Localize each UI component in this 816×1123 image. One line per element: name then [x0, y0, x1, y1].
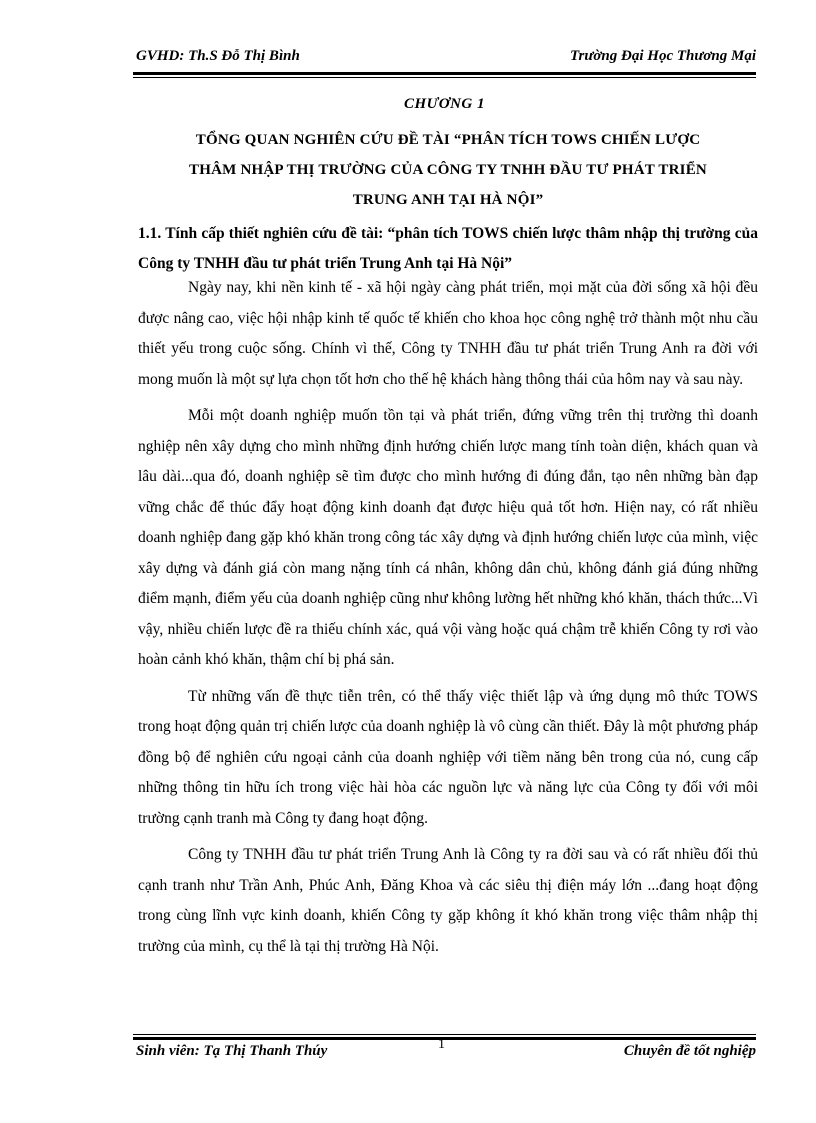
chapter-title-line-1: TỔNG QUAN NGHIÊN CỨU ĐỀ TÀI “PHÂN TÍCH TOWS CHIẾN LƯỢC — [195, 132, 701, 148]
page-number: 1 — [438, 1037, 445, 1052]
chapter-title-line-2: THÂM NHẬP THỊ TRƯỜNG CỦA CÔNG TY TNHH ĐẦU TƯ PHÁT TRIỂN — [189, 162, 707, 178]
chapter-title — [138, 125, 758, 215]
footer-document-type: Chuyên đề tốt nghiệp — [623, 1043, 756, 1059]
page-footer — [133, 1037, 756, 1065]
chapter-label: CHƯƠNG 1 — [403, 96, 486, 112]
paragraph-3: Từ những vấn đề thực tiễn trên, có thể thấy việc thiết lập và ứng dụng mô thức TOWS trong hoạt động quản trị chiến lược của doanh nghiệp là vô cùng cần thiết. Đây là một phương pháp đồng bộ để nghiên cứu ngoại cảnh của doanh nghiệp với tiềm năng bên trong của nó, cung cấp những thông tin hữu ích trong việc hài hòa các nguồn lực và năng lực của Công ty đối với môi trường cạnh tranh mà Công ty đang hoạt động. — [138, 687, 758, 827]
body-text — [138, 273, 758, 968]
footer-student: Sinh viên: Tạ Thị Thanh Thúy — [136, 1043, 328, 1059]
header-divider — [133, 72, 756, 78]
paragraph-4: Công ty TNHH đầu tư phát triển Trung Anh là Công ty ra đời sau và có rất nhiều đối thủ cạnh tranh như Trần Anh, Phúc Anh, Đăng Khoa và các siêu thị điện máy lớn ...đang hoạt động trong cùng lĩnh vực kinh doanh, khiến Công ty gặp không ít khó khăn trong việc thâm nhập thị trường của mình, cụ thể là tại thị trường Hà Nội. — [138, 846, 758, 955]
section-heading: 1.1. Tính cấp thiết nghiên cứu đề tài: “phân tích TOWS chiến lược thâm nhập thị trường của Công ty TNHH đầu tư phát triển Trung Anh tại Hà Nội” — [138, 225, 758, 272]
header-university: Trường Đại Học Thương Mại — [569, 48, 756, 64]
chapter-title-line-3: TRUNG ANH TẠI HÀ NỘI” — [352, 192, 544, 208]
paragraph-1: Ngày nay, khi nền kinh tế - xã hội ngày càng phát triển, mọi mặt của đời sống xã hội đều được nâng cao, việc hội nhập kinh tế quốc tế khiến cho khoa học công nghệ trở thành một nhu cầu thiết yếu trong cuộc sống. Chính vì thế, Công ty TNHH đầu tư phát triển Trung Anh ra đời với mong muốn là một sự lựa chọn tốt hơn cho thế hệ khách hàng thông thái của hôm nay và sau này. — [138, 279, 758, 388]
page-header — [133, 48, 756, 70]
paragraph-2: Mỗi một doanh nghiệp muốn tồn tại và phát triển, đứng vững trên thị trường thì doanh nghiệp nên xây dựng cho mình những định hướng chiến lược mang tính toàn diện, khách quan và lâu dài...qua đó, doanh nghiệp sẽ tìm được cho mình hướng đi đúng đắn, tạo nên những bàn đạp vững chắc để thúc đẩy hoạt động kinh doanh đạt được hiệu quả tốt hơn. Hiện nay, có rất nhiều doanh nghiệp đang gặp khó khăn trong công tác xây dựng và định hướng chiến lược của mình, việc xây dựng và đánh giá còn mang nặng tính cá nhân, không dân chủ, không đánh giá đúng những điểm mạnh, điểm yếu của doanh nghiệp cũng như không lường hết những khó khăn, thách thức...Vì vậy, nhiều chiến lược đề ra thiếu chính xác, quá vội vàng hoặc quá chậm trễ khiến Công ty rơi vào hoàn cảnh khó khăn, thậm chí bị phá sản. — [138, 407, 758, 668]
header-advisor: GVHD: Th.S Đỗ Thị Bình — [136, 48, 300, 64]
